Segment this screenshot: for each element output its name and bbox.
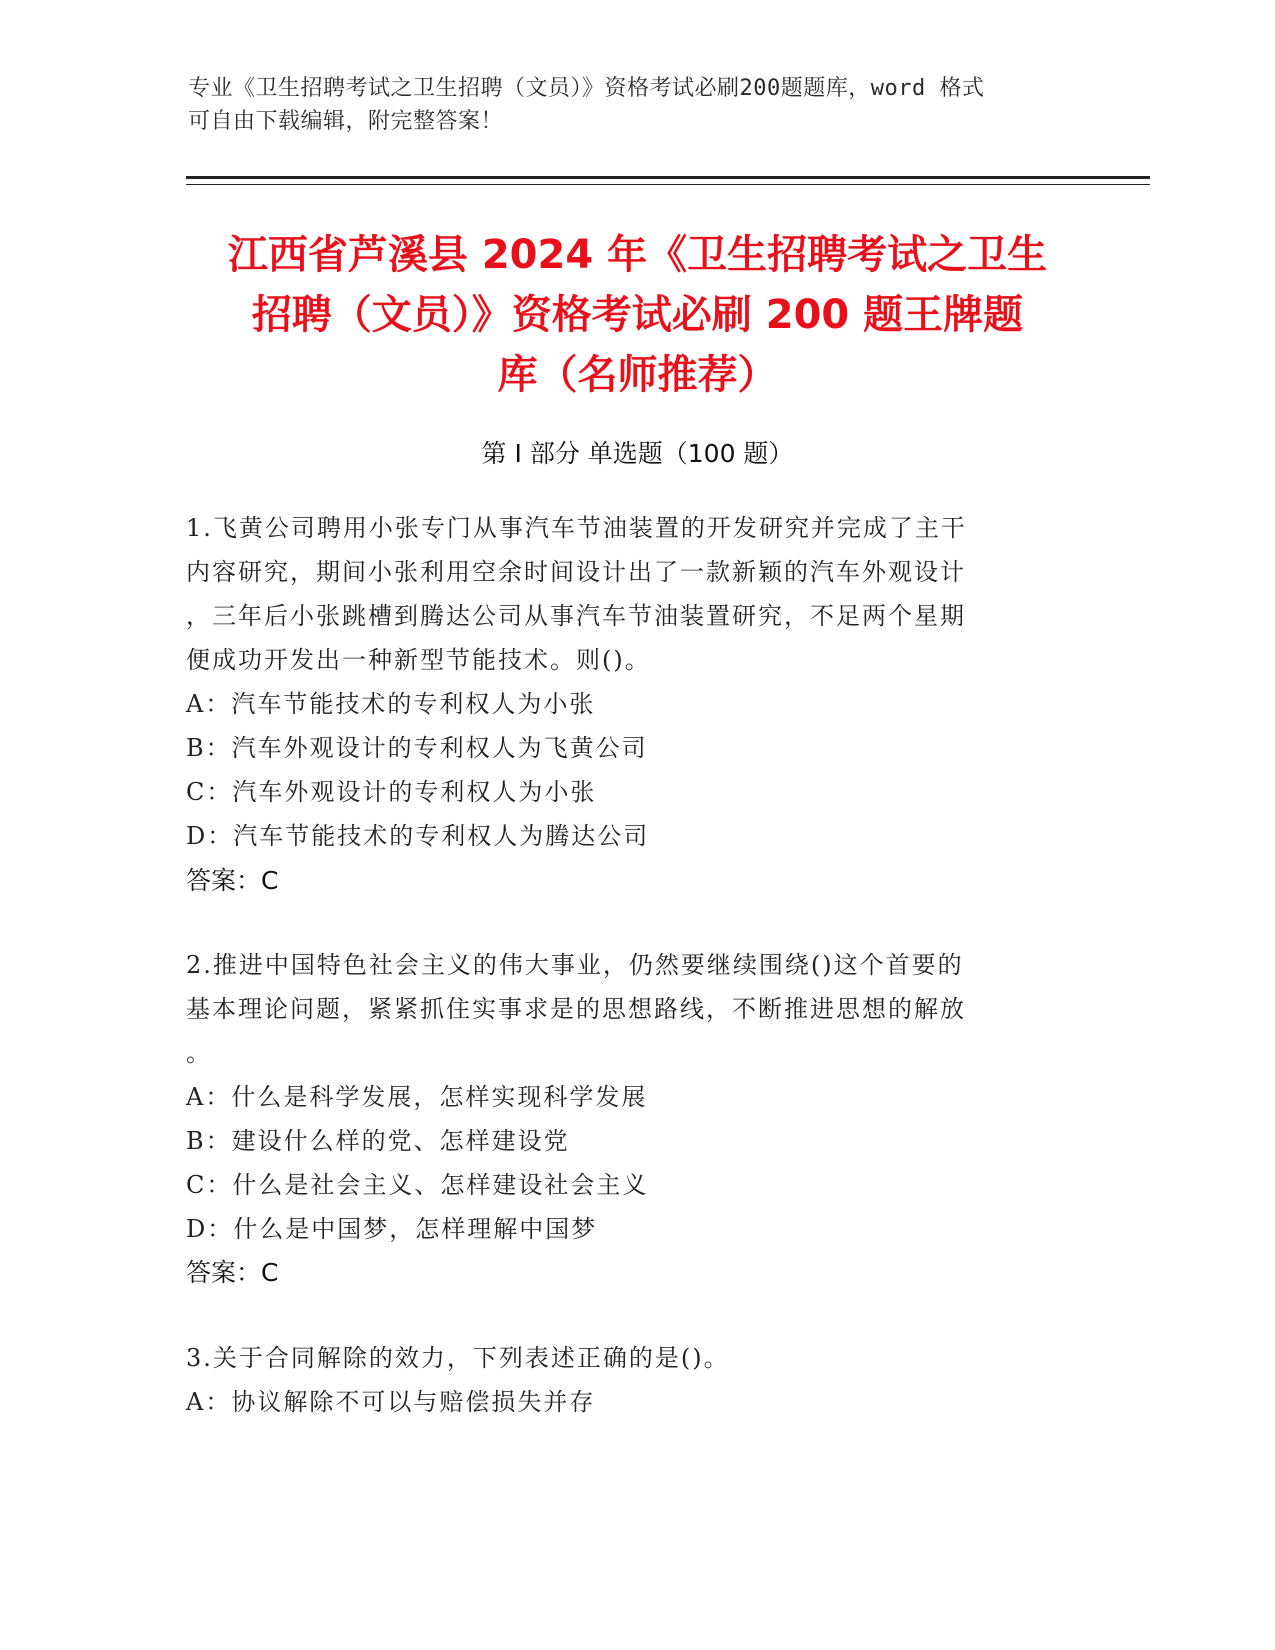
question-stem-line: 2.推进中国特色社会主义的伟大事业，仍然要继续围绕()这个首要的 <box>186 951 964 979</box>
question-stem-line: ，三年后小张跳槽到腾达公司从事汽车节油装置研究，不足两个星期 <box>186 602 966 630</box>
question-stem-line: 1.飞黄公司聘用小张专门从事汽车节油装置的开发研究并完成了主干 <box>186 514 967 542</box>
header-divider-thin <box>186 184 1150 185</box>
document-title <box>150 225 1125 405</box>
answer-label: 答案：C <box>186 1258 279 1287</box>
title-line-1: 江西省芦溪县 2024 年《卫生招聘考试之卫生 <box>227 232 1048 278</box>
option-d: D：汽车节能技术的专利权人为腾达公司 <box>186 822 650 850</box>
section-title: 第 I 部分 单选题（100 题） <box>481 439 794 468</box>
question-stem-line: 基本理论问题，紧紧抓住实事求是的思想路线，不断推进思想的解放 <box>186 995 966 1023</box>
header-divider-thick <box>186 176 1150 179</box>
option-b: B：汽车外观设计的专利权人为飞黄公司 <box>186 734 648 762</box>
header-note-line-1: 专业《卫生招聘考试之卫生招聘（文员）》资格考试必刷200题题库，word 格式 <box>188 76 985 101</box>
option-a: A：什么是科学发展，怎样实现科学发展 <box>186 1083 648 1111</box>
option-a: A：协议解除不可以与赔偿损失并存 <box>186 1388 596 1416</box>
answer-label: 答案：C <box>186 866 279 895</box>
option-d: D：什么是中国梦，怎样理解中国梦 <box>186 1215 598 1243</box>
option-c: C：什么是社会主义、怎样建设社会主义 <box>186 1171 649 1199</box>
question-stem-line: 便成功开发出一种新型节能技术。则()。 <box>186 646 651 674</box>
option-a: A：汽车节能技术的专利权人为小张 <box>186 690 596 718</box>
question-stem-line: 内容研究，期间小张利用空余时间设计出了一款新颖的汽车外观设计 <box>186 558 966 586</box>
question-stem-line: 3.关于合同解除的效力，下列表述正确的是()。 <box>186 1344 730 1372</box>
header-note-line-2: 可自由下载编辑，附完整答案！ <box>188 109 504 134</box>
header-note <box>188 72 1068 138</box>
option-b: B：建设什么样的党、怎样建设党 <box>186 1127 570 1155</box>
option-c: C：汽车外观设计的专利权人为小张 <box>186 778 597 806</box>
title-line-3: 库（名师推荐） <box>497 352 778 398</box>
question-stem-line: 。 <box>186 1039 212 1067</box>
title-line-2: 招聘（文员）》资格考试必刷 200 题王牌题 <box>251 292 1024 338</box>
